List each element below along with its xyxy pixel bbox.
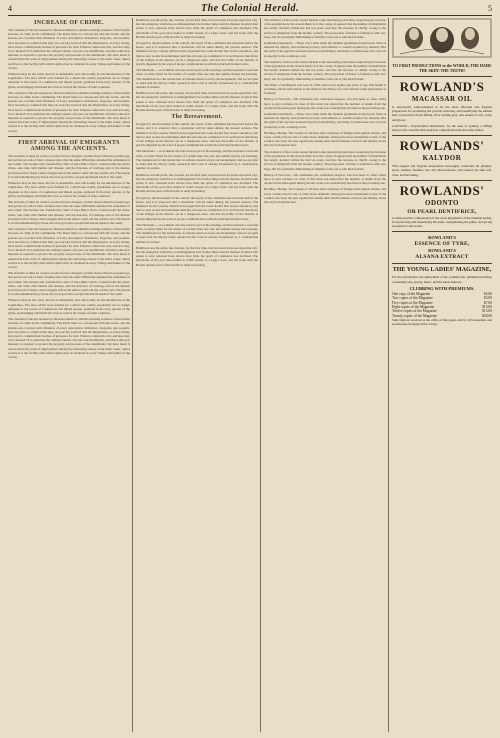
article-paragraph: Gentlemen Spaniards.—There was a time when the Spanish gentleman looked upon trade as beneath his dignity, and preferred poverty with idleness to wealth acquired by industry. But the spirit of the age has reached even the proud hidalgo, and many a noble house now owes its prosperity to the counting-room. — [264, 41, 386, 58]
article-paragraph: The ancients, it must be owned, received fewer strangers on their shores than the present age, and yet the records of their colonies show that the same difficulties attended the settlement of new lands. The Greeks who founded the cities of Asia Minor had to contend with the native tribes, and often with famine and disease; and the histories of Carthage and of the Roman provinces tell of many a hard struggle before the settler could call the soil his own. The lesson is worth remembering by those who now go forth to people the distant lands of the south. — [8, 271, 130, 297]
article-paragraph: Whatever may be the cause, the fact is undeniable, and calls loudly for the interference of the Legislature. The laws which were framed for a small and orderly population are no longer adequate to the wants of a numerous and mixed people, gathered from every quarter of the globe, and bringing with them the vices as well as the virtues of older countries. — [8, 181, 130, 198]
article-paragraph: The calendar of the last Assizes for the three Districts, exhibits startling evidence of the fearful increase of crime in the community. The Rural lines too correspond with the towns, and the prisons are crowded with offenders of every description. Robberies, forgeries, and assaults, have become so common that they are scarcely noticed; and the Magistrates, at every sitting, have had to commit fresh batches of prisoners for trial. Whence comes this evil, and how may it be checked? It is plain that the ordinary means of police are insufficient, and that some new measure is required to protect the property and persons of the inhabitants. We have heard it asserted that the want of employment among the labouring classes is the main cause; others ascribe it to the facility with which spirits may be obtained in every village and hamlet of the colony. — [8, 317, 130, 360]
advertisement-column — [392, 18, 492, 732]
article-paragraph: The calendar of the last Assizes for the three Districts, exhibits startling evidence of the fearful increase of crime in the community. The Rural lines too correspond with the towns, and the prisons are crowded with offenders of every description. Robberies, forgeries, and assaults, have become so common that they are scarcely noticed; and the Magistrates, at every sitting, have had to commit fresh batches of prisoners for trial. Whence comes this evil, and how may it be checked? It is plain that the ordinary means of police are insufficient, and that some new measure is required to protect the property and persons of the inhabitants. We have heard it asserted that the want of employment among the labouring classes is the main cause; others ascribe it to the facility with which spirits may be obtained in every village and hamlet of the colony. — [8, 227, 130, 269]
section-rule — [392, 76, 492, 77]
ad-text: CAUTION.—Unprincipled individuals, for the sake of gaining a trifling more profit, vend the most spurious compounds under the same names. — [392, 123, 492, 133]
ad-line: OR PEARL DENTIFRICE, — [407, 208, 477, 215]
ad-subtitle: KALYDOR — [422, 154, 462, 163]
rate-label: Five copies of the Magazine — [392, 300, 433, 305]
ad-subtitle: ALSANA EXTRACT — [415, 254, 469, 261]
column-divider — [388, 18, 389, 732]
section-rule — [8, 136, 130, 137]
article-paragraph: Gentlemen Spaniards.—There was a time when the Spanish gentleman looked upon trade as beneath his dignity, and preferred poverty with idleness to wealth acquired by industry. But the spirit of the age has reached even the proud hidalgo, and many a noble house now owes its prosperity to the counting-room. — [264, 112, 386, 129]
ad-subtitle: ESSENCE OF TYRE, — [414, 241, 470, 248]
article-paragraph: In regard to the movement of the council, the report of the committee has been laid before the house, and it is expected that a resolution will be taken during the present session. The members for the country districts have urged that the roads should first receive attention, and that no new works be undertaken until the old ones are completed. It is well known that many of the bridges in the interior are in a dangerous state, and that the traffic of the farmers is greatly impeded by the want of proper communication with the principal market towns. — [136, 195, 258, 221]
article-paragraph: The calendar of the last Assizes for the three Districts, exhibits startling evidence of the fearful increase of crime in the community. The Rural lines too correspond with the towns, and the prisons are crowded with offenders of every description. Robberies, forgeries, and assaults, have become so common that they are scarcely noticed; and the Magistrates, at every sitting, have had to commit fresh batches of prisoners for trial. Whence comes this evil, and how may it be checked? It is plain that the ordinary means of police are insufficient, and that some new measure is required to protect the property and persons of the inhabitants. We have heard it asserted that the want of employment among the labouring classes is the main cause; others ascribe it to the facility with which spirits may be obtained in every village and hamlet of the colony. — [8, 28, 130, 70]
magazine-text: For the information and amusement of the youthful fair, published monthly, containing tales, poetry, music, and the latest fashions. — [392, 275, 492, 284]
article-paragraph: Baltimore was the pride, the creation, for the first time, has bestowed its praise upon that city; but the enterprise which has so distinguished it in former times and the manner in which that praise is now returned have shown how little the spirit of commerce has declined. The merchants of the port have united to build vessels of a larger class, and the trade with the Brazils and the ports of the Pacific is daily increasing. — [136, 91, 258, 113]
article-paragraph: The calendar of the last Assizes for the three Districts, exhibits startling evidence of the fearful increase of crime in the community. The Rural lines too correspond with the towns, and the prisons are crowded with offenders of every description. Robberies, forgeries, and assaults, have become so common that they are scarcely noticed; and the Magistrates, at every sitting, have had to commit fresh batches of prisoners for trial. Whence comes this evil, and how may it be checked? It is plain that the ordinary means of police are insufficient, and that some new measure is required to protect the property and persons of the inhabitants. We have heard it asserted that the want of employment among the labouring classes is the main cause; others ascribe it to the facility with which spirits may be obtained in every village and hamlet of the colony. — [8, 90, 130, 133]
ad-subtitle: MACASSAR OIL — [411, 95, 473, 103]
article-paragraph: In regard to the movement of the council, the report of the committee has been laid before the house, and it is expected that a resolution will be taken during the present session. The members for the country districts have urged that the roads should first receive attention, and that no new works be undertaken until the old ones are completed. It is well known that many of the bridges in the interior are in a dangerous state, and that the traffic of the farmers is greatly impeded by the want of proper communication with the principal market towns. — [136, 41, 258, 67]
section-rule — [392, 263, 492, 264]
ad-text: A white powder compounded of the rarest ingredients of the Oriental herbal, for preserving and beautifying the teeth, strengthening the gums, and giving sweetness to the breath. — [392, 215, 492, 229]
page-number-right: 5 — [488, 3, 492, 13]
article-paragraph: Baltimore was the pride, the creation, for the first time, has bestowed its praise upon that city; but the enterprise which has so distinguished it in former times and the manner in which that praise is now returned have shown how little the spirit of commerce has declined. The merchants of the port have united to build vessels of a larger class, and the trade with the Brazils and the ports of the Pacific is daily increasing. — [136, 172, 258, 194]
article-paragraph: The statistics of the recent census furnish some interesting particulars respecting the increase of the population in the several districts of the colony. It appears that the number of inhabitants has nearly doubled within the last ten years, and that the increase is chiefly owing to the arrival of emigrants from the mother country. The proportion of males to females is still very large, but it is gradually diminishing as families come out to join their friends. — [264, 149, 386, 171]
masthead — [8, 2, 492, 14]
newspaper-title: The Colonial Herald. — [200, 2, 300, 14]
page-number-left: 4 — [8, 3, 12, 13]
rate-label: One copy of the Magazine — [392, 291, 431, 296]
ad-text: This elegant and fragrant preparation thoroughly eradicates all pimples, spots, redness, freckles, tan, and discolorations, and renders the skin soft, clear, and blooming. — [392, 164, 492, 177]
advertisement-illustration — [392, 18, 492, 58]
column-divider — [132, 18, 133, 732]
rate-label: Twelve copies of the Magazine — [392, 309, 437, 314]
section-rule — [392, 135, 492, 136]
section-rule — [392, 180, 492, 181]
rate-price: $7.00 — [483, 300, 492, 305]
article-paragraph: In regard to the movement of the council, the report of the committee has been laid before the house, and it is expected that a resolution will be taken during the present session. The members for the country districts have urged that the roads should first receive attention, and that no new works be undertaken until the old ones are completed. It is well known that many of the bridges in the interior are in a dangerous state, and that the traffic of the farmers is greatly impeded by the want of proper communication with the principal market towns. — [136, 122, 258, 148]
article-paragraph: Bishop of Norwich.—Mr. Alderman, the celebrated surgeon, who has been so often called upon to give evidence in cases of this kind, has stated that the number of deaths from the cholera in the metropolis during the last week was considerably less than in the preceding one. — [264, 172, 386, 186]
rates-heading: CLUBBING WITH PREMIUMS. — [409, 285, 475, 291]
article-paragraph: Baltimore was the pride, the creation, for the first time, has bestowed its praise upon that city; but the enterprise which has so distinguished it in former times and the manner in which that praise is now returned have shown how little the spirit of commerce has declined. The merchants of the port have united to build vessels of a larger class, and the trade with the Brazils and the ports of the Pacific is daily increasing. — [136, 18, 258, 39]
article-paragraph: The Mechanic.—A workman who has saved a part of his earnings, and has learned to read and write, is better fitted for the duties of a settler than one who has neither money nor learning. The institutions for the instruction of artisans deserve every encouragement; and we are glad to learn that the library lately opened in this town is already frequented by a considerable number of readers. — [136, 149, 258, 171]
column-2 — [136, 18, 258, 732]
ad-title: ROWLAND'S — [428, 235, 456, 241]
rate-price: $10.00 — [482, 305, 492, 310]
article-paragraph: Holding a Bridge. The Greeks of old have their traditions of bridges held against armies, and every country has its tale of some brave defender. Among the most remarkable is that of the soldiers who kept the pass against the enemy until reinforcements arrived, and thereby saved the city from destruction. — [264, 187, 386, 204]
rate-price: $20.00 — [482, 313, 492, 318]
rates-table — [392, 292, 492, 318]
article-paragraph: Baltimore was the pride, the creation, for the first time, has bestowed its praise upon that city; but the enterprise which has so distinguished it in former times and the manner in which that praise is now returned have shown how little the spirit of commerce has declined. The merchants of the port have united to build vessels of a larger class, and the trade with the Brazils and the ports of the Pacific is daily increasing. — [136, 245, 258, 267]
rate-price: $2.00 — [483, 291, 492, 296]
article-paragraph: The statistics of the recent census furnish some interesting particulars respecting the increase of the population in the several districts of the colony. It appears that the number of inhabitants has nearly doubled within the last ten years, and that the increase is chiefly owing to the arrival of emigrants from the mother country. The proportion of males to females is still very large, but it is gradually diminishing as families come out to join their friends. — [264, 18, 386, 39]
footer-text: Subscriptions received at the office of this paper, and by all booksellers and postmasters throughout the colony. — [392, 318, 492, 327]
ad-title: ROWLAND'S — [399, 79, 485, 94]
ad-text: Is universally acknowledged to be the most effectual and fragrant preparation for promoting the growth, restoring, and beautifying the human hair; it prevents it from falling off or turning grey, and renders it soft, curly, and glossy. — [392, 105, 492, 122]
article-paragraph: The Duke of Wellington was born in 1769, and is now eighty-one years of age. His health is excellent, and he still attends to his duties in the House of Lords with the same punctuality as formerly. — [264, 82, 386, 96]
ad-title: ROWLANDS' — [399, 138, 485, 154]
article-paragraph: The ancients, it must be owned, received fewer strangers on their shores than the present age, and yet the records of their colonies show that the same difficulties attended the settlement of new lands. The Greeks who founded the cities of Asia Minor had to contend with the native tribes, and often with famine and disease; and the histories of Carthage and of the Roman provinces tell of many a hard struggle before the settler could call the soil his own. The lesson is worth remembering by those who now go forth to people the distant lands of the south. — [8, 153, 130, 179]
rate-price: $3.00 — [483, 296, 492, 301]
ad-title: ROWLAND'S — [428, 248, 456, 254]
ad-title: ROWLANDS' — [399, 182, 485, 198]
article-paragraph: The statistics of the recent census furnish some interesting particulars respecting the increase of the population in the several districts of the colony. It appears that the number of inhabitants has nearly doubled within the last ten years, and that the increase is chiefly owing to the arrival of emigrants from the mother country. The proportion of males to females is still very large, but it is gradually diminishing as families come out to join their friends. — [264, 59, 386, 81]
rate-label: Eight copies of the Magazine — [392, 305, 435, 310]
column-3 — [264, 18, 386, 732]
article-heading: FIRST ARRIVAL OF EMIGRANTS AMONG THE ANCIENTS. — [18, 139, 120, 152]
magazine-title: THE YOUNG LADIES' MAGAZINE, — [392, 267, 492, 274]
ad-subtitle: ODONTO — [425, 198, 459, 207]
rate-label: Two copies of the Magazine — [392, 296, 433, 301]
rate-label: Twenty copies of the Magazine — [392, 313, 438, 318]
masthead-rule — [8, 15, 492, 16]
article-paragraph: The Mechanic.—A workman who has saved a part of his earnings, and has learned to read and write, is better fitted for the duties of a settler than one who has neither money nor learning. The institutions for the instruction of artisans deserve every encouragement; and we are glad to learn that the library lately opened in this town is already frequented by a considerable number of readers. — [136, 68, 258, 90]
column-divider — [260, 18, 261, 732]
article-paragraph: Whatever may be the cause, the fact is undeniable, and calls loudly for the interference of the Legislature. The laws which were framed for a small and orderly population are no longer adequate to the wants of a numerous and mixed people, gathered from every quarter of the globe, and bringing with them the vices as well as the virtues of older countries. — [8, 298, 130, 315]
article-paragraph: The ancients, it must be owned, received fewer strangers on their shores than the present age, and yet the records of their colonies show that the same difficulties attended the settlement of new lands. The Greeks who founded the cities of Asia Minor had to contend with the native tribes, and often with famine and disease; and the histories of Carthage and of the Roman provinces tell of many a hard struggle before the settler could call the soil his own. The lesson is worth remembering by those who now go forth to people the distant lands of the south. — [8, 199, 130, 225]
advertisement-caption: TO FIRST PRODUCTIONS to the WORLD, THE HAIR! THE SKIN! THE TEETH! — [392, 63, 492, 73]
article-heading: The Bereavement. — [171, 114, 223, 121]
article-paragraph: The Mechanic.—A workman who has saved a part of his earnings, and has learned to read and write, is better fitted for the duties of a settler than one who has neither money nor learning. The institutions for the instruction of artisans deserve every encouragement; and we are glad to learn that the library lately opened in this town is already frequented by a considerable number of readers. — [136, 222, 258, 244]
article-paragraph: Whatever may be the cause, the fact is undeniable, and calls loudly for the interference of the Legislature. The laws which were framed for a small and orderly population are no longer adequate to the wants of a numerous and mixed people, gathered from every quarter of the globe, and bringing with them the vices as well as the virtues of older countries. — [8, 72, 130, 89]
article-paragraph: Holding a Bridge. The Greeks of old have their traditions of bridges held against armies, and every country has its tale of some brave defender. Among the most remarkable is that of the soldiers who kept the pass against the enemy until reinforcements arrived, and thereby saved the city from destruction. — [264, 130, 386, 148]
section-rule — [392, 231, 492, 232]
article-heading: INCREASE OF CRIME. — [34, 20, 104, 26]
rate-price: $15.00 — [482, 309, 492, 314]
article-paragraph: Bishop of Norwich.—Mr. Alderman, the celebrated surgeon, who has been so often called upon to give evidence in cases of this kind, has stated that the number of deaths from the cholera in the metropolis during the last week was considerably less than in the preceding one. — [264, 97, 386, 110]
column-1 — [8, 18, 130, 732]
